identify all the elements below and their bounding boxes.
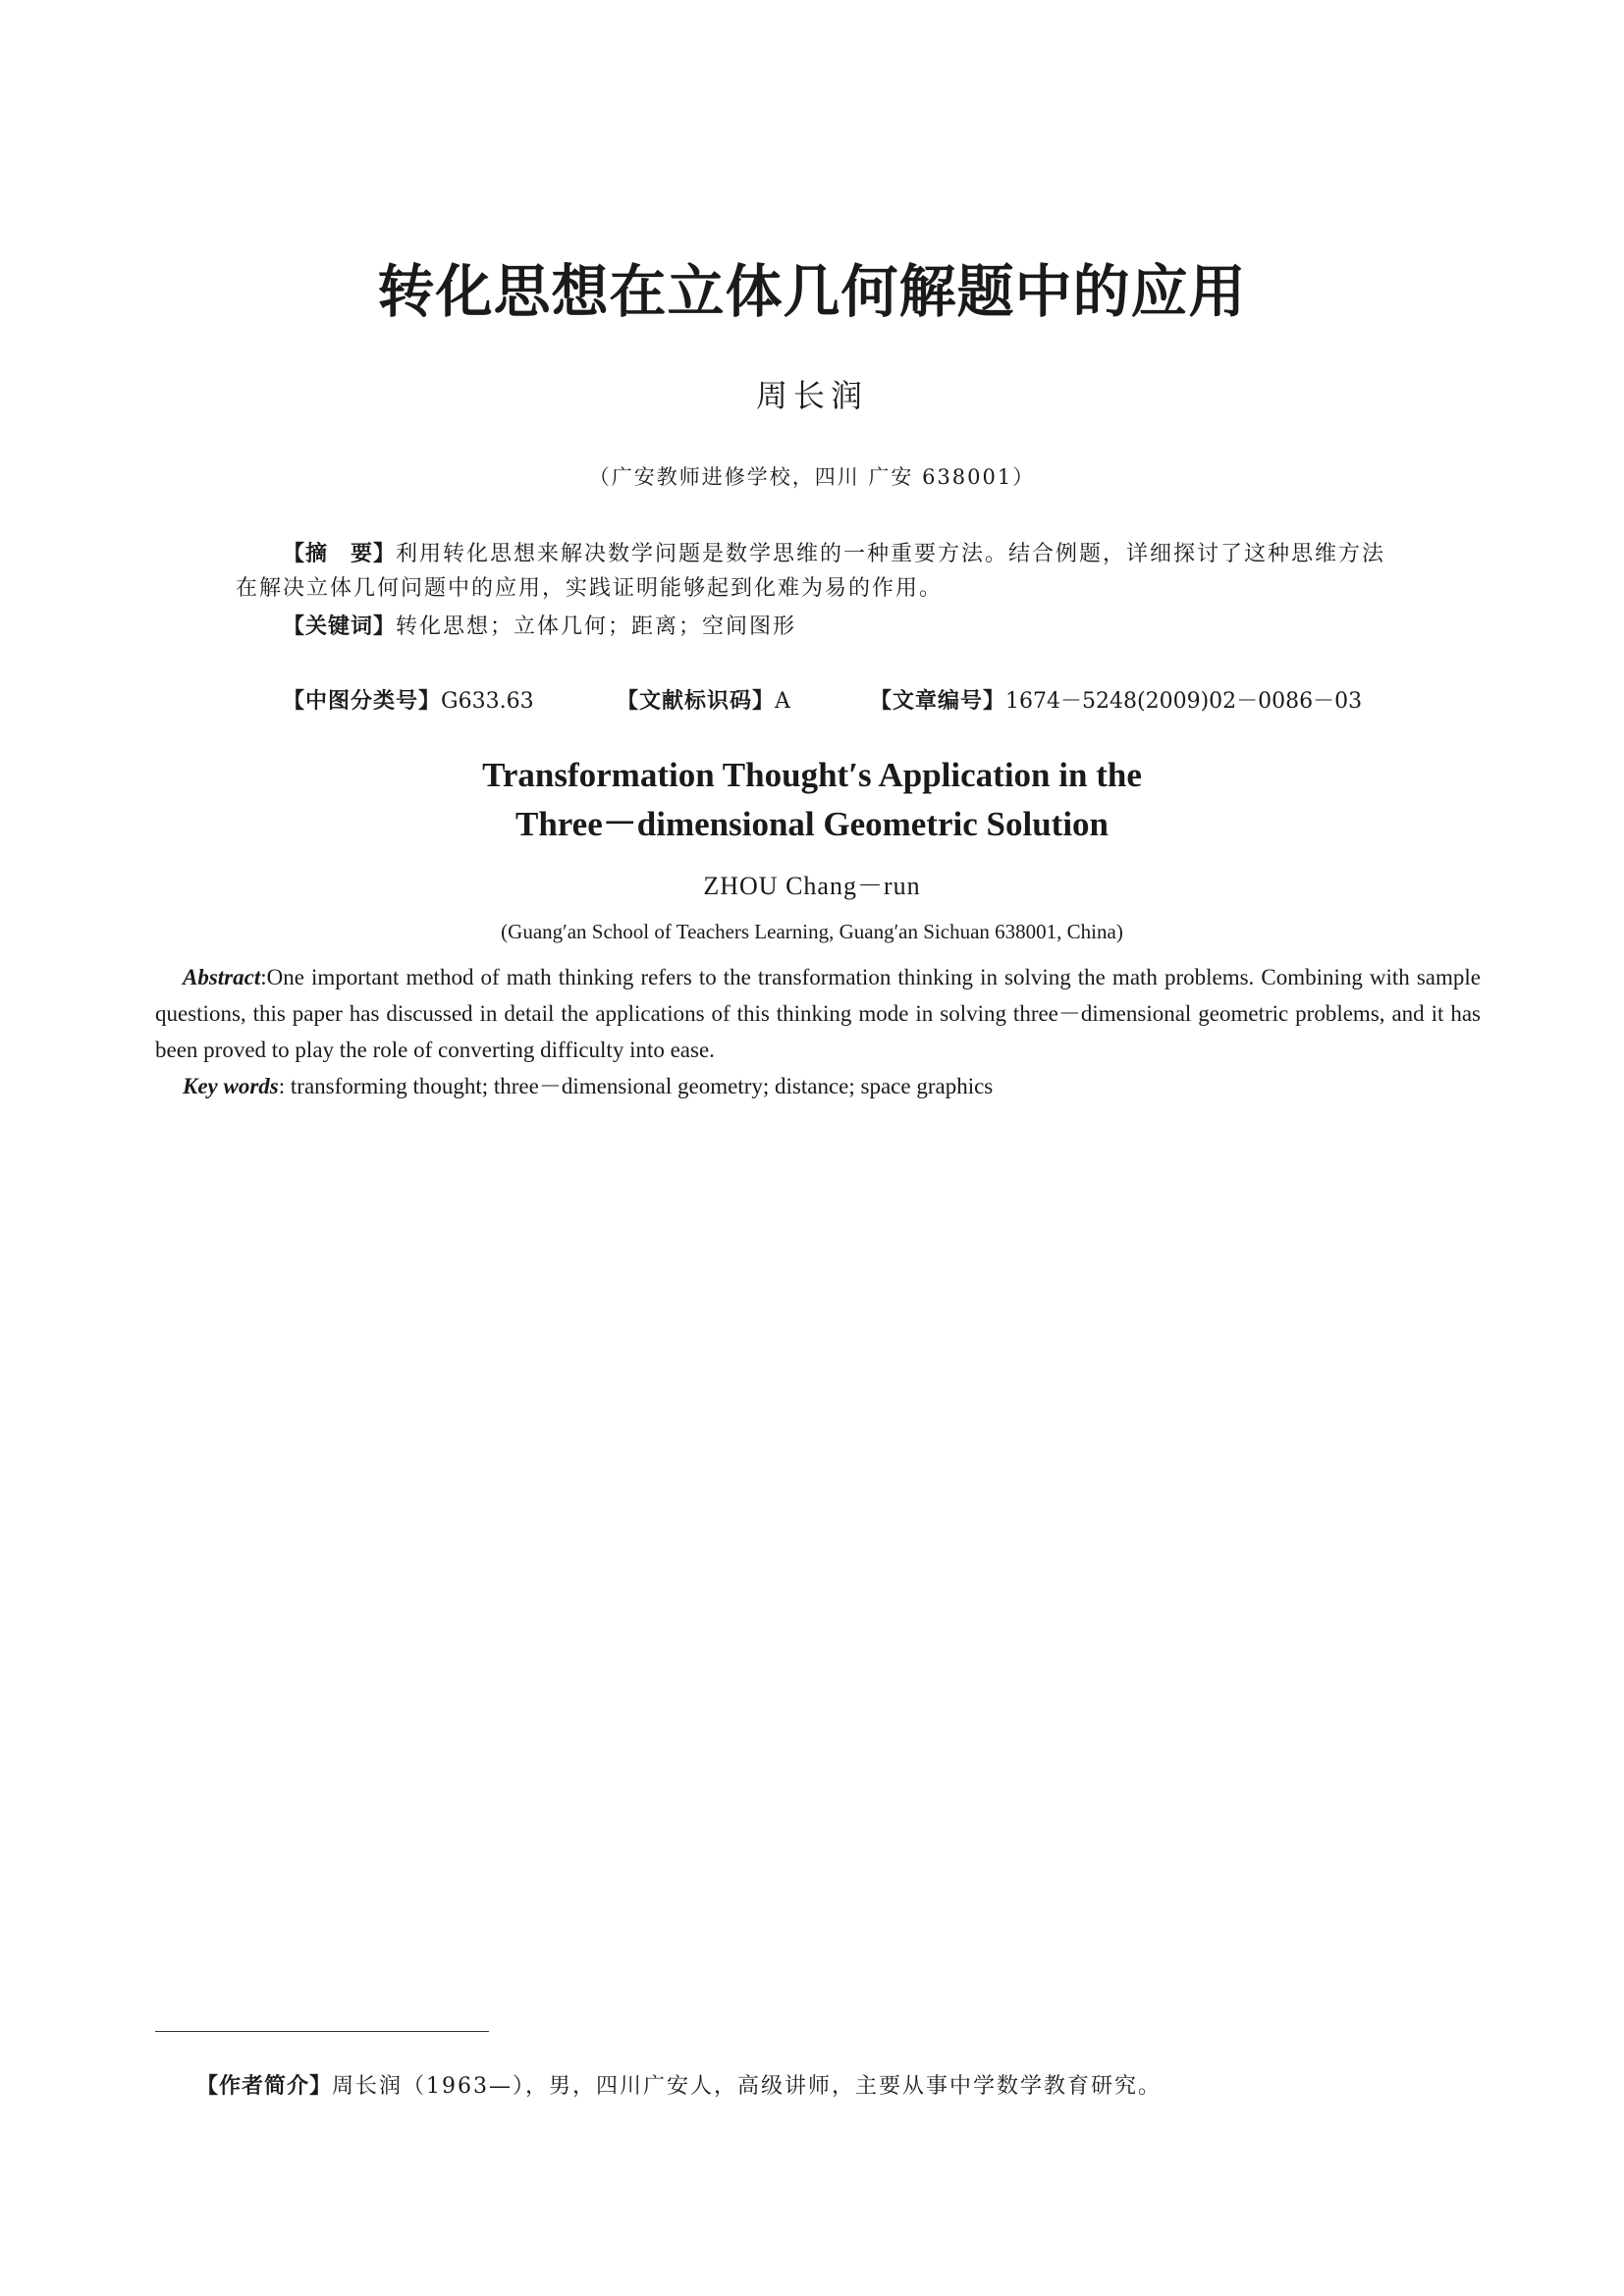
author-bio-text: 周长润（1963—），男，四川广安人，高级讲师，主要从事中学数学教育研究。 — [332, 2074, 1163, 2099]
keywords-text-en: : transforming thought; three－dimensional geometry; distance; space graphics — [278, 1074, 994, 1098]
abstract-label-cn: 【摘 要】 — [283, 542, 397, 566]
author-name-en: ZHOU Chang－run — [703, 872, 921, 900]
document-code — [617, 684, 790, 715]
affiliation-cn: （广安教师进修学校，四川 广安 638001） — [588, 465, 1036, 489]
keywords-cn — [283, 610, 1451, 644]
article-number — [870, 684, 1362, 715]
author-bio-footnote — [196, 2069, 1162, 2100]
article-number-label: 【文章编号】 — [870, 689, 1006, 714]
document-code-label: 【文献标识码】 — [617, 689, 776, 714]
paper-title-en-line2: Three－dimensional Geometric Solution — [514, 805, 1110, 843]
paper-title-cn: 转化思想在立体几何解题中的应用 — [377, 258, 1247, 325]
clc-value: G633.63 — [441, 689, 534, 714]
abstract-cn — [236, 537, 1404, 606]
abstract-text-en: :One important method of math thinking refers to the transformation thinking in solving the math problems. Combining with sample questions, this paper has discussed in detail the applications of this thinking mode in solving three－dimensional geometric problems, and it has been proved to play the role of converting difficulty into ease. — [155, 965, 1481, 1062]
paper-title-en — [0, 751, 1624, 849]
clc-number — [283, 684, 534, 715]
keywords-text-cn: 转化思想；立体几何；距离；空间图形 — [396, 614, 797, 639]
footnote-divider — [155, 2031, 489, 2032]
paper-title-en-line1: Transformation Thought′s Application in the — [482, 756, 1142, 794]
keywords-label-cn: 【关键词】 — [283, 614, 397, 639]
clc-label: 【中图分类号】 — [283, 689, 442, 714]
document-code-value: A — [775, 689, 790, 714]
keywords-label-en: Key words — [183, 1074, 279, 1098]
affiliation-en: (Guang′an School of Teachers Learning, Guang′an Sichuan 638001, China) — [501, 920, 1123, 943]
article-number-value: 1674－5248(2009)02－0086－03 — [1005, 689, 1363, 714]
abstract-label-en: Abstract — [183, 965, 261, 989]
author-bio-label: 【作者简介】 — [196, 2074, 333, 2099]
keywords-en — [183, 1068, 1508, 1104]
author-name-cn: 周长润 — [755, 377, 868, 414]
abstract-en — [155, 959, 1481, 1068]
abstract-text-cn: 利用转化思想来解决数学问题是数学思维的一种重要方法。结合例题，详细探讨了这种思维方法在解决立体几何问题中的应用，实践证明能够起到化难为易的作用。 — [236, 542, 1386, 601]
